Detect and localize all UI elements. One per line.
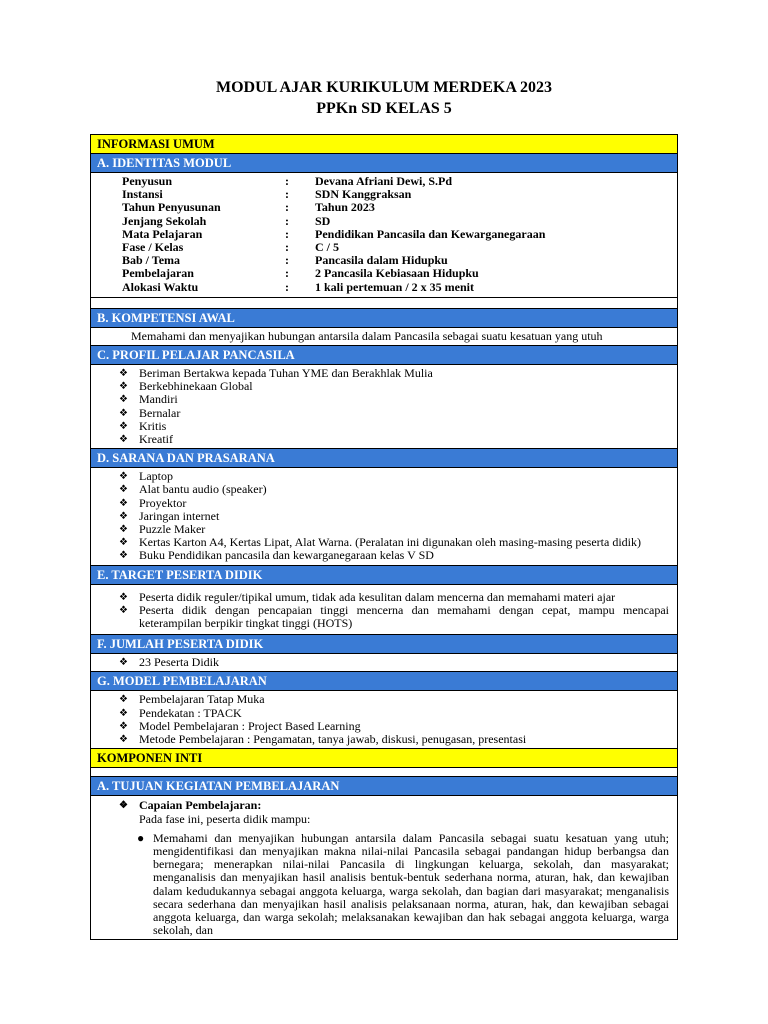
target-list	[119, 591, 669, 631]
sarana-item-text: Alat bantu audio (speaker)	[139, 482, 267, 497]
sarana-heading: D. SARANA DAN PRASARANA	[91, 449, 677, 468]
diamond-bullet-icon: ❖	[119, 550, 128, 562]
profil-item	[119, 380, 669, 393]
diamond-bullet-icon: ❖	[119, 497, 128, 509]
diamond-bullet-icon: ❖	[119, 537, 128, 549]
identitas-label: Fase / Kelas	[122, 240, 184, 255]
diamond-bullet-icon: ❖	[119, 510, 128, 522]
profil-item	[119, 420, 669, 433]
identitas-value: SD	[315, 213, 331, 228]
identitas-sep: :	[285, 226, 289, 241]
identitas-label: Alokasi Waktu	[122, 279, 199, 294]
spacer	[91, 768, 677, 777]
informasi-umum-bar: INFORMASI UMUM	[91, 135, 677, 154]
identitas-sep: :	[285, 187, 289, 202]
profil-list	[119, 367, 669, 446]
identitas-sep: :	[285, 200, 289, 215]
kompetensi-heading: B. KOMPETENSI AWAL	[91, 309, 677, 328]
model-item	[119, 733, 669, 746]
identitas-value: Tahun 2023	[315, 200, 375, 215]
module-table	[90, 134, 678, 940]
sarana-item-text: Jaringan internet	[139, 508, 220, 523]
identitas-sep: :	[285, 240, 289, 255]
identitas-sep: :	[285, 253, 289, 268]
diamond-bullet-icon: ❖	[119, 720, 128, 732]
identitas-value: 2 Pancasila Kebiasaan Hidupku	[315, 266, 479, 281]
capaian-row	[119, 799, 669, 812]
jumlah-item	[119, 656, 669, 669]
identitas-value: Devana Afriani Dewi, S.Pd	[315, 174, 453, 188]
profil-heading: C. PROFIL PELAJAR PANCASILA	[91, 346, 677, 365]
profil-item	[119, 393, 669, 406]
identitas-label: Bab / Tema	[122, 253, 181, 268]
profil-item-text: Beriman Bertakwa kepada Tuhan YME dan Berakhlak Mulia	[139, 366, 433, 381]
target-item-text: Peserta didik reguler/tipikal umum, tidak ada kesulitan dalam mencerna dan memahami materi ajar	[139, 589, 616, 604]
dot-bullet-icon: ●	[137, 830, 145, 845]
target-item	[119, 604, 669, 630]
identitas-value: C / 5	[315, 240, 339, 255]
model-item-text: Metode Pembelajaran : Pengamatan, tanya jawab, diskusi, penugasan, presentasi	[139, 732, 527, 747]
profil-item-text: Kreatif	[139, 432, 173, 447]
diamond-bullet-icon: ❖	[119, 734, 128, 746]
tujuan-heading: A. TUJUAN KEGIATAN PEMBELAJARAN	[91, 777, 677, 796]
identitas-label: Instansi	[122, 187, 163, 202]
sarana-item-text: Kertas Karton A4, Kertas Lipat, Alat Warna. (Peralatan ini digunakan oleh masing-masing peserta didik)	[139, 535, 642, 550]
sarana-item-text: Proyektor	[139, 495, 187, 510]
identitas-value: Pancasila dalam Hidupku	[315, 253, 448, 268]
sarana-list	[119, 470, 669, 562]
profil-item	[119, 433, 669, 446]
model-item-text: Pembelajaran Tatap Muka	[139, 692, 265, 707]
capaian-label: Capaian Pembelajaran:	[139, 798, 262, 813]
diamond-bullet-icon: ❖	[119, 420, 128, 432]
profil-item-text: Berkebhinekaan Global	[139, 379, 253, 394]
diamond-bullet-icon: ❖	[119, 407, 128, 419]
diamond-bullet-icon: ❖	[119, 657, 128, 669]
model-list	[119, 693, 669, 746]
sarana-item-text: Puzzle Maker	[139, 522, 206, 537]
jumlah-item-text: 23 Peserta Didik	[139, 655, 219, 670]
diamond-bullet-icon: ❖	[119, 434, 128, 446]
profil-item-text: Mandiri	[139, 392, 178, 407]
identitas-label: Penyusun	[122, 174, 173, 188]
spacer	[91, 298, 677, 309]
sarana-item	[119, 483, 669, 496]
model-item-text: Pendekatan : TPACK	[139, 705, 242, 720]
diamond-bullet-icon: ❖	[119, 484, 128, 496]
identitas-sep: :	[285, 213, 289, 228]
identitas-sep: :	[285, 174, 289, 188]
document-subtitle: PPKn SD KELAS 5	[316, 100, 452, 117]
diamond-bullet-icon: ❖	[119, 394, 128, 406]
identitas-heading: A. IDENTITAS MODUL	[91, 154, 677, 173]
diamond-bullet-icon: ❖	[119, 604, 128, 616]
sarana-item-text: Laptop	[139, 469, 173, 484]
identitas-value: SDN Kanggraksan	[315, 187, 412, 202]
target-heading: E. TARGET PESERTA DIDIK	[91, 566, 677, 585]
identitas-label: Pembelajaran	[122, 266, 194, 281]
diamond-bullet-icon: ❖	[119, 368, 128, 380]
identitas-sep: :	[285, 266, 289, 281]
model-item-text: Model Pembelajaran : Project Based Learning	[139, 718, 361, 733]
capaian-list	[119, 832, 669, 938]
diamond-bullet-icon: ❖	[119, 524, 128, 536]
capaian-intro: Pada fase ini, peserta didik mampu:	[139, 811, 311, 826]
target-item-text: Peserta didik dengan pencapaian tinggi mencerna dan memahami dengan cepat, mampu mencapai keterampilan berpikir tingkat tinggi (HOTS)	[139, 602, 669, 631]
capaian-item	[133, 832, 669, 938]
kompetensi-text: Memahami dan menyajikan hubungan antarsila dalam Pancasila sebagai suatu kesatuan yang utuh	[91, 328, 677, 346]
jumlah-heading: F. JUMLAH PESERTA DIDIK	[91, 635, 677, 654]
profil-item-text: Bernalar	[139, 405, 181, 420]
diamond-bullet-icon: ❖	[119, 707, 128, 719]
diamond-bullet-icon: ❖	[119, 591, 128, 603]
document-title: MODUL AJAR KURIKULUM MERDEKA 2023	[215, 79, 552, 96]
identitas-grid	[91, 173, 677, 298]
profil-item-text: Kritis	[139, 418, 167, 433]
capaian-paragraph: Memahami dan menyajikan hubungan antarsila dalam Pancasila sebagai suatu kesatuan yang utuh; mengidentifikasi dan menyajikan makna nilai-nilai Pancasila sebagai pandangan hidup berbangsa dan bernegara; menerapkan nilai-nilai Pancasila di lingkungan keluarga, sekolah, dan masyarakat; menganalisis dan menyajikan hasil analisis bentuk-bentuk sederhana norma, aturan, hak, dan kewajiban dalam kedudukannya sebagai anggota keluarga, warga sekolah, dan bagian dari masyarakat; menganalisis secara sederhana dan menyajikan hasil analisis pelaksanaan norma, aturan, hak, dan kewajiban sebagai anggota keluarga, dan warga sekolah; melaksanakan kewajiban dan hak sebagai anggota keluarga, warga sekolah, dan	[153, 830, 669, 938]
identitas-value: 1 kali pertemuan / 2 x 35 menit	[315, 279, 474, 294]
diamond-bullet-icon: ❖	[119, 800, 128, 812]
komponen-inti-bar: KOMPONEN INTI	[91, 749, 677, 768]
identitas-label: Mata Pelajaran	[122, 226, 203, 241]
diamond-bullet-icon: ❖	[119, 694, 128, 706]
identitas-value: Pendidikan Pancasila dan Kewarganegaraan	[315, 226, 546, 241]
tujuan-body	[91, 796, 677, 939]
profil-item	[119, 407, 669, 420]
sarana-item	[119, 549, 669, 562]
model-heading: G. MODEL PEMBELAJARAN	[91, 672, 677, 691]
diamond-bullet-icon: ❖	[119, 471, 128, 483]
identitas-label: Jenjang Sekolah	[122, 213, 207, 228]
diamond-bullet-icon: ❖	[119, 381, 128, 393]
identitas-sep: :	[285, 279, 289, 294]
jumlah-list	[119, 656, 669, 669]
identitas-label: Tahun Penyusunan	[122, 200, 221, 215]
sarana-item-text: Buku Pendidikan pancasila dan kewarganegaraan kelas V SD	[139, 548, 434, 563]
